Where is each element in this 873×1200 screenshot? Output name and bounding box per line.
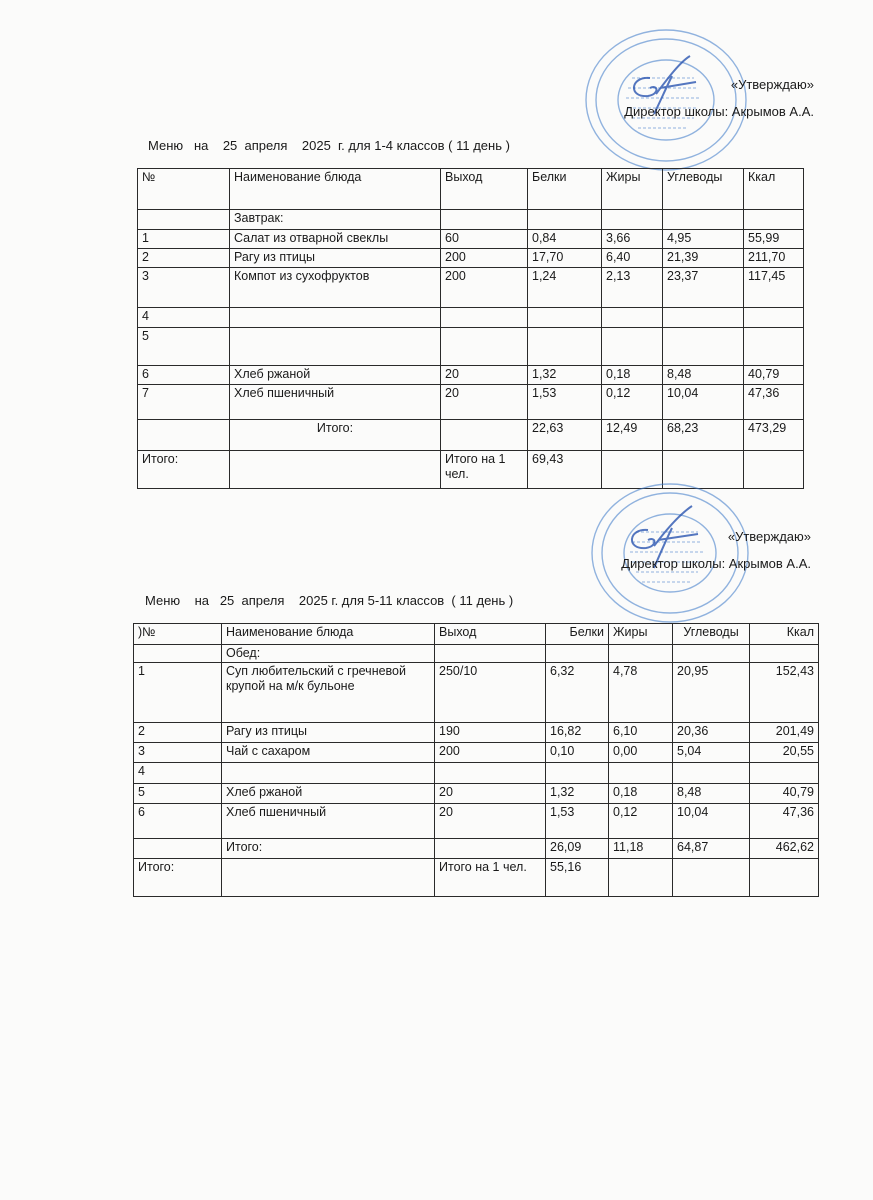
total-value: 12,49 (602, 420, 663, 451)
table-cell: Суп любительский с гречневой крупой на м/к бульоне (222, 663, 435, 723)
table-cell: Хлеб ржаной (230, 366, 441, 385)
table-cell: 6 (134, 804, 222, 839)
table-cell (750, 763, 819, 784)
table-cell: 5 (138, 328, 230, 366)
table-cell: 20 (435, 804, 546, 839)
table-cell: 200 (441, 268, 528, 308)
menu-1-table (137, 168, 804, 489)
table-cell: 250/10 (435, 663, 546, 723)
table-row (138, 385, 804, 420)
table-cell: 55,99 (744, 230, 804, 249)
empty-cell (230, 451, 441, 489)
table-cell (609, 763, 673, 784)
table-cell (546, 763, 609, 784)
total-value: 22,63 (528, 420, 602, 451)
table-cell: Салат из отварной свеклы (230, 230, 441, 249)
empty-cell (222, 859, 435, 897)
table-cell: 5,04 (673, 743, 750, 763)
total-row (138, 420, 804, 451)
table-cell: 3 (134, 743, 222, 763)
empty-cell (673, 859, 750, 897)
empty-cell (435, 839, 546, 859)
approve-label: «Утверждаю» (727, 529, 811, 544)
table-cell (663, 308, 744, 328)
table-cell (673, 763, 750, 784)
table-cell: 1 (138, 230, 230, 249)
empty-cell (744, 451, 804, 489)
table-cell: 10,04 (673, 804, 750, 839)
table-cell: 0,18 (609, 784, 673, 804)
table-cell: Хлеб пшеничный (222, 804, 435, 839)
table-row (134, 804, 819, 839)
table-cell: Компот из сухофруктов (230, 268, 441, 308)
table-row (134, 763, 819, 784)
table-cell: 21,39 (663, 249, 744, 268)
table-cell: 1,24 (528, 268, 602, 308)
empty-cell (609, 645, 673, 663)
table-cell (663, 328, 744, 366)
total-value: 473,29 (744, 420, 804, 451)
table-cell: Рагу из птицы (222, 723, 435, 743)
table-cell: 20 (435, 784, 546, 804)
empty-cell (138, 420, 230, 451)
menu-2-title: Меню на 25 апреля 2025 г. для 5-11 классов ( 11 день ) (145, 593, 514, 608)
total-value: 26,09 (546, 839, 609, 859)
empty-cell (609, 859, 673, 897)
header-cell: Ккал (744, 169, 804, 210)
table-cell: 20,95 (673, 663, 750, 723)
table-cell: 60 (441, 230, 528, 249)
approval-block-bottom (621, 529, 811, 572)
table-cell (744, 308, 804, 328)
table-cell: 2 (134, 723, 222, 743)
total-value: 68,23 (663, 420, 744, 451)
table-cell: 6,40 (602, 249, 663, 268)
section-row (138, 210, 804, 230)
table-cell (222, 763, 435, 784)
approve-label: «Утверждаю» (730, 77, 814, 92)
total-value: 11,18 (609, 839, 673, 859)
director-name: Директор школы: Акрымов А.А. (624, 104, 814, 119)
director-name: Директор школы: Акрымов А.А. (621, 556, 811, 571)
header-cell: Жиры (602, 169, 663, 210)
table-cell: 0,12 (602, 385, 663, 420)
empty-cell (750, 645, 819, 663)
table-cell: 1,53 (528, 385, 602, 420)
per-person-value: 69,43 (528, 451, 602, 489)
table-cell (441, 328, 528, 366)
table-cell: 201,49 (750, 723, 819, 743)
section-row (134, 645, 819, 663)
menu-2-table (133, 623, 819, 897)
header-cell: Наименование блюда (230, 169, 441, 210)
table-cell: 20 (441, 385, 528, 420)
total-row (134, 839, 819, 859)
header-cell: Выход (435, 624, 546, 645)
empty-cell (546, 645, 609, 663)
table-cell: 8,48 (663, 366, 744, 385)
table-row (134, 663, 819, 723)
per-person-row (134, 859, 819, 897)
table-cell: 4,95 (663, 230, 744, 249)
header-cell: Углеводы (673, 624, 750, 645)
table-cell: 117,45 (744, 268, 804, 308)
table-cell: 23,37 (663, 268, 744, 308)
header-cell: Углеводы (663, 169, 744, 210)
section-label: Обед: (222, 645, 435, 663)
table-cell: 0,00 (609, 743, 673, 763)
table-row (138, 249, 804, 268)
table-cell: 2 (138, 249, 230, 268)
table-cell (230, 328, 441, 366)
table-cell: 7 (138, 385, 230, 420)
table-cell: 6,10 (609, 723, 673, 743)
table-row (134, 784, 819, 804)
empty-cell (134, 839, 222, 859)
table-cell: 6 (138, 366, 230, 385)
section-label: Завтрак: (230, 210, 441, 230)
table-cell: 4 (138, 308, 230, 328)
table-cell: 0,18 (602, 366, 663, 385)
table-row (138, 366, 804, 385)
table-cell: 3 (138, 268, 230, 308)
table-cell: 20,36 (673, 723, 750, 743)
table-header-row (138, 169, 804, 210)
table-cell (528, 328, 602, 366)
table-cell: 3,66 (602, 230, 663, 249)
table-cell: 47,36 (744, 385, 804, 420)
empty-cell (663, 210, 744, 230)
menu-1-title: Меню на 25 апреля 2025 г. для 1-4 классов ( 11 день ) (148, 138, 510, 153)
empty-cell (750, 859, 819, 897)
table-cell: 6,32 (546, 663, 609, 723)
per-person-value: 55,16 (546, 859, 609, 897)
empty-cell (134, 645, 222, 663)
total-label: Итого: (230, 420, 441, 451)
table-row (134, 723, 819, 743)
table-cell: 1,32 (546, 784, 609, 804)
empty-cell (441, 210, 528, 230)
table-row (138, 328, 804, 366)
table-header-row (134, 624, 819, 645)
table-cell: 16,82 (546, 723, 609, 743)
empty-cell (744, 210, 804, 230)
table-cell: 0,10 (546, 743, 609, 763)
table-cell: 190 (435, 723, 546, 743)
total-value: 462,62 (750, 839, 819, 859)
header-cell: )№ (134, 624, 222, 645)
table-cell: 8,48 (673, 784, 750, 804)
table-cell: Рагу из птицы (230, 249, 441, 268)
table-cell: 2,13 (602, 268, 663, 308)
empty-cell (435, 645, 546, 663)
table-cell: 4,78 (609, 663, 673, 723)
table-cell: 5 (134, 784, 222, 804)
table-cell (602, 308, 663, 328)
table-cell: 4 (134, 763, 222, 784)
table-cell: 0,84 (528, 230, 602, 249)
header-cell: Белки (546, 624, 609, 645)
table-cell: 20 (441, 366, 528, 385)
per-person-label: Итого на 1 чел. (441, 451, 528, 489)
table-row (134, 743, 819, 763)
footer-label: Итого: (138, 451, 230, 489)
table-cell (441, 308, 528, 328)
total-label: Итого: (222, 839, 435, 859)
header-cell: Наименование блюда (222, 624, 435, 645)
table-cell: Хлеб ржаной (222, 784, 435, 804)
table-cell: 1 (134, 663, 222, 723)
table-cell (435, 763, 546, 784)
approval-block-top (624, 77, 814, 120)
table-cell: Чай с сахаром (222, 743, 435, 763)
empty-cell (673, 645, 750, 663)
table-cell: 200 (435, 743, 546, 763)
table-cell: 200 (441, 249, 528, 268)
header-cell: Выход (441, 169, 528, 210)
table-cell (230, 308, 441, 328)
empty-cell (602, 210, 663, 230)
table-cell: 20,55 (750, 743, 819, 763)
header-cell: Ккал (750, 624, 819, 645)
table-cell: 1,53 (546, 804, 609, 839)
table-row (138, 308, 804, 328)
table-cell (528, 308, 602, 328)
table-cell (744, 328, 804, 366)
footer-label: Итого: (134, 859, 222, 897)
table-cell: 10,04 (663, 385, 744, 420)
table-cell: 40,79 (750, 784, 819, 804)
total-value: 64,87 (673, 839, 750, 859)
table-cell (602, 328, 663, 366)
header-cell: Жиры (609, 624, 673, 645)
table-row (138, 268, 804, 308)
table-row (138, 230, 804, 249)
empty-cell (441, 420, 528, 451)
empty-cell (138, 210, 230, 230)
table-cell: 17,70 (528, 249, 602, 268)
table-cell: 0,12 (609, 804, 673, 839)
table-cell: 152,43 (750, 663, 819, 723)
table-cell: 1,32 (528, 366, 602, 385)
per-person-label: Итого на 1 чел. (435, 859, 546, 897)
header-cell: Белки (528, 169, 602, 210)
header-cell: № (138, 169, 230, 210)
empty-cell (528, 210, 602, 230)
table-cell: 211,70 (744, 249, 804, 268)
table-cell: Хлеб пшеничный (230, 385, 441, 420)
table-cell: 47,36 (750, 804, 819, 839)
table-cell: 40,79 (744, 366, 804, 385)
